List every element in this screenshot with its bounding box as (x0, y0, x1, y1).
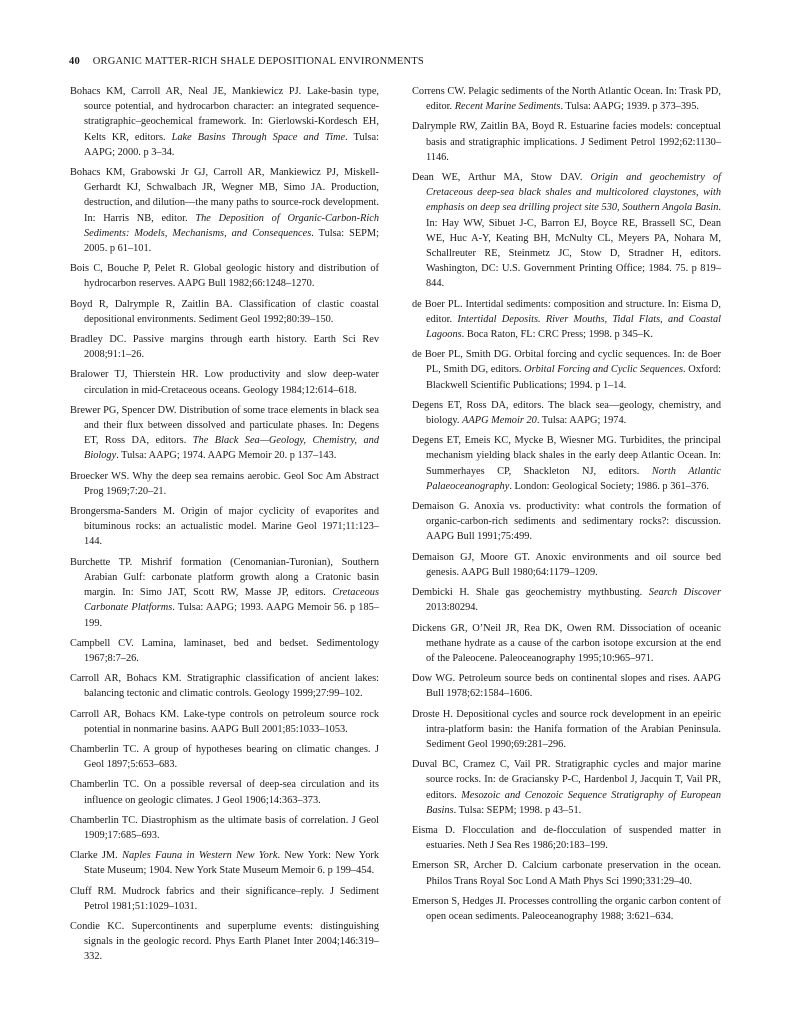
reference-entry (412, 84, 721, 114)
reference-text: Broecker WS. Why the deep sea remains aerobic. Geol Soc Am Abstract Prog 1969;7:20–21. (70, 470, 379, 497)
reference-text: Brongersma-Sanders M. Origin of major cyclicity of evaporites and bituminous rocks: an actualistic model. Marine Geol 1971;11:123–144. (70, 506, 379, 548)
reference-text: Clarke JM. (70, 850, 123, 862)
reference-text: Bois C, Bouche P, Pelet R. Global geologic history and distribution of hydrocarbon reserves. AAPG Bull 1982;66:1248–1270. (70, 263, 379, 290)
reference-text: Campbell CV. Lamina, laminaset, bed and bedset. Sedimentology 1967;8:7–26. (70, 637, 379, 664)
reference-text-tail: . New York: New York State Museum; 1904. New York State Museum Memoir 6. p 199–454. (84, 850, 379, 877)
reference-text-tail: . Tulsa: AAPG; 1993. AAPG Memoir 56. p 185–199. (84, 602, 379, 629)
reference-italic-title: Origin and geochemistry of Cretaceous deep-sea black shales and multicolored claystones, with emphasis on deep sea drilling project site 530, Southern Angola Basin (426, 172, 721, 214)
reference-entry (412, 858, 721, 888)
reference-text: Brewer PG, Spencer DW. Distribution of some trace elements in black sea and their flux between dissolved and particulate phases. In: Degens ET, Ross DA, editors. (70, 404, 379, 447)
reference-text: Eisma D. Flocculation and de-flocculation of suspended matter in estuaries. Neth J Sea Res 1986;20:183–199. (412, 824, 721, 852)
reference-entry (412, 707, 721, 753)
reference-entry (70, 848, 379, 878)
reference-italic-title: Recent Marine Sediments (454, 101, 561, 113)
reference-italic-title: The Black Sea—Geology, Chemistry, and Biology (84, 435, 379, 462)
reference-italic-title: Naples Fauna in Western New York (122, 850, 278, 862)
reference-italic-title: North Atlantic Palaeoceanography (426, 465, 722, 492)
reference-entry (70, 742, 379, 772)
reference-text-tail: . Tulsa: AAPG; 1974. (536, 415, 627, 427)
reference-text: Chamberlin TC. Diastrophism as the ultimate basis of correlation. J Geol 1909;17:685–693. (70, 814, 379, 841)
reference-text: Condie KC. Supercontinents and superplume events: distinguishing signals in the geologic record. Phys Earth Planet Inter 2004;146:319–332. (70, 920, 379, 963)
reference-text: de Boer PL. Intertidal sediments: composition and structure. In: Eisma D, editor. (412, 298, 721, 325)
reference-text: Dickens GR, O’Neil JR, Rea DK, Owen RM. Dissociation of oceanic methane hydrate as a cause of the carbon isotope excursion at the end of the Paleocene. Paleoceanography 1995;10:965–971. (412, 622, 721, 664)
reference-entry (412, 823, 721, 853)
reference-entry (412, 170, 721, 292)
reference-text-tail: . Tulsa: SEPM; 2005. p 61–101. (84, 227, 379, 255)
reference-column-left (70, 84, 379, 970)
reference-entry (70, 165, 379, 256)
reference-text: Carroll AR, Bohacs KM. Stratigraphic classification of ancient lakes: balancing tectonic and climatic controls. Geology 1999;27:99–102. (70, 673, 379, 700)
reference-text-tail: . Oxford: Blackwell Scientific Publications; 1994. p 1–14. (426, 364, 722, 391)
reference-entry (412, 671, 721, 701)
reference-entry (412, 398, 721, 428)
reference-text: Carroll AR, Bohacs KM. Lake-type controls on petroleum source rock potential in nonmarine basins. AAPG Bull 2001;85:1033–1053. (70, 708, 379, 735)
reference-italic-title: Search Discover (648, 587, 721, 599)
reference-entry (70, 84, 379, 160)
reference-entry (412, 585, 721, 615)
reference-entry (412, 894, 721, 924)
reference-italic-title: AAPG Memoir 20 (462, 415, 537, 427)
reference-text: Dow WG. Petroleum source beds on continental slopes and rises. AAPG Bull 1978;62:1584–1606. (412, 673, 721, 700)
reference-entry (70, 469, 379, 499)
reference-text: Emerson SR, Archer D. Calcium carbonate preservation in the ocean. Philos Trans Royal Soc Lond A Math Phys Sci 1990;331:29–40. (412, 860, 721, 887)
reference-text: Correns CW. Pelagic sediments of the North Atlantic Ocean. In: Trask PD, editor. (412, 86, 721, 113)
reference-entry (70, 403, 379, 464)
reference-text: Chamberlin TC. A group of hypotheses bearing on climatic changes. J Geol 1897;5:653–683. (70, 743, 379, 771)
reference-entry (70, 367, 379, 397)
reference-text-tail: . Boca Raton, FL: CRC Press; 1998. p 345–K. (461, 329, 654, 341)
reference-text: Bralower TJ, Thierstein HR. Low productivity and slow deep-water circulation in mid-Cretaceous oceans. Geology 1984;12:614–618. (70, 369, 379, 396)
reference-entry (70, 297, 379, 327)
reference-text: de Boer PL, Smith DG. Orbital forcing and cyclic sequences. In: de Boer PL, Smith DG, editors. (412, 349, 721, 376)
page-number: 40 (69, 56, 80, 67)
reference-text-tail: . London: Geological Society; 1986. p 361–376. (509, 480, 709, 492)
reference-text: Boyd R, Dalrymple R, Zaitlin BA. Classification of clastic coastal depositional environments. Sediment Geol 1992;80:39–150. (70, 298, 379, 325)
reference-text: Demaison GJ, Moore GT. Anoxic environments and oil source bed genesis. AAPG Bull 1980;64:1179–1209. (412, 551, 721, 578)
reference-entry (412, 550, 721, 580)
reference-entry (70, 504, 379, 550)
reference-entry (70, 919, 379, 965)
reference-entry (412, 433, 721, 494)
reference-entry (70, 813, 379, 843)
reference-italic-title: Mesozoic and Cenozoic Sequence Stratigraphy of European Basins (426, 789, 722, 816)
reference-text: Chamberlin TC. On a possible reversal of deep-sea circulation and its influence on geologic climates. J Geol 1906;14:363–373. (70, 779, 379, 806)
reference-text-tail: . Tulsa: AAPG; 1939. p 373–395. (560, 101, 699, 113)
reference-text: Bradley DC. Passive margins through earth history. Earth Sci Rev 2008;91:1–26. (70, 334, 379, 361)
reference-italic-title: Orbital Forcing and Cyclic Sequences (524, 364, 684, 376)
reference-text: Degens ET, Emeis KC, Mycke B, Wiesner MG. Turbidites, the principal mechanism yielding black shales in the early deep Atlantic Ocean. In: Summerhayes CP, Shackleton NJ, editors. (412, 435, 721, 477)
reference-entry (412, 499, 721, 545)
reference-entry (412, 757, 721, 818)
reference-text: Burchette TP. Mishrif formation (Cenomanian-Turonian), Southern Arabian Gulf: carbonate platform growth along a Cratonic basin margin. In: Simo JAT, Scott RW, Masse JP, editors. (70, 556, 379, 599)
reference-entry (70, 332, 379, 362)
reference-entry (412, 347, 721, 393)
reference-text: Duval BC, Cramez C, Vail PR. Stratigraphic cycles and major marine source rocks. In: de Graciansky P-C, Hardenbol J, Jacquin T, Vail PR, editors. (412, 759, 721, 801)
reference-entry (70, 261, 379, 291)
reference-column-right (412, 84, 721, 929)
reference-text: Cluff RM. Mudrock fabrics and their significance–reply. J Sediment Petrol 1981;51:1029–1031. (70, 885, 379, 912)
reference-text-tail: . In: Hay WW, Sibuet J-C, Barron EJ, Boyce RE, Brassell SC, Dean WE, Huc A-Y, Keating BH, McNulty CL, Meyers PA, Nohara M, Schallreuter RE, Steinmetz JC, Stow D, Stradner H, editors. Washington, DC: U.S. Government Printing Office; 1984. 75. p 819–844. (426, 202, 721, 290)
reference-italic-title: The Deposition of Organic-Carbon-Rich Sediments: Models, Mechanisms, and Consequences (84, 212, 379, 239)
reference-entry (70, 777, 379, 807)
reference-text: Bohacs KM, Carroll AR, Neal JE, Mankiewicz PJ. Lake-basin type, source potential, and hydrocarbon character: an integrated sequence-stratigraphic–geochemical framework. In: Gierlowski-Kordesch EH, Kelts KR, editors. (70, 86, 379, 143)
reference-text: Dalrymple RW, Zaitlin BA, Boyd R. Estuarine facies models: conceptual basis and stratigraphic implications. J Sediment Petrol 1992;62:1130–1146. (412, 121, 721, 163)
reference-text: Bohacs KM, Grabowski Jr GJ, Carroll AR, Mankiewicz PJ, Miskell-Gerhardt KJ, Schwalbach JR, Wegner MB, Simo JA. Production, destruction, and dilution—the many paths to source-rock development. In: Harris NB, editor. (70, 167, 379, 224)
reference-entry (70, 555, 379, 631)
reference-entry (70, 636, 379, 666)
reference-entry (412, 119, 721, 165)
reference-italic-title: Intertidal Deposits. River Mouths, Tidal Flats, and Coastal Lagoons (426, 313, 721, 341)
reference-entry (70, 671, 379, 701)
reference-text: Demaison G. Anoxia vs. productivity: what controls the formation of organic-carbon-rich sediments and sedimentary rocks?: discussion. AAPG Bull 1991;75:499. (412, 501, 721, 543)
reference-italic-title: Cretaceous Carbonate Platforms (84, 587, 379, 614)
reference-text-tail: . Tulsa: AAPG; 1974. AAPG Memoir 20. p 137–143. (116, 450, 337, 462)
reference-text-tail: . Tulsa: AAPG; 2000. p 3–34. (84, 131, 379, 158)
reference-text: Dembicki H. Shale gas geochemistry mythbusting. (412, 587, 649, 599)
reference-entry (70, 707, 379, 737)
running-header (69, 56, 729, 67)
running-title: ORGANIC MATTER-RICH SHALE DEPOSITIONAL ENVIRONMENTS (92, 56, 424, 67)
reference-text: Droste H. Depositional cycles and source rock development in an epeiric intra-platform basin: the Hanifa formation of the Arabian Peninsula. Sediment Geol 1990;69:281–296. (412, 708, 721, 750)
reference-text-tail: . Tulsa: SEPM; 1998. p 43–51. (453, 804, 582, 816)
reference-text: Dean WE, Arthur MA, Stow DAV. (412, 172, 591, 184)
reference-text: Emerson S, Hedges JI. Processes controlling the organic carbon content of open ocean sediments. Paleoceanography 1988; 3:621–634. (412, 895, 721, 922)
reference-text-tail: 2013:80294. (426, 602, 479, 614)
reference-entry (70, 884, 379, 914)
reference-entry (412, 297, 721, 343)
reference-italic-title: Lake Basins Through Space and Time (171, 131, 346, 143)
reference-entry (412, 621, 721, 667)
reference-text: Degens ET, Ross DA, editors. The black sea—geology, chemistry, and biology. (412, 399, 721, 427)
